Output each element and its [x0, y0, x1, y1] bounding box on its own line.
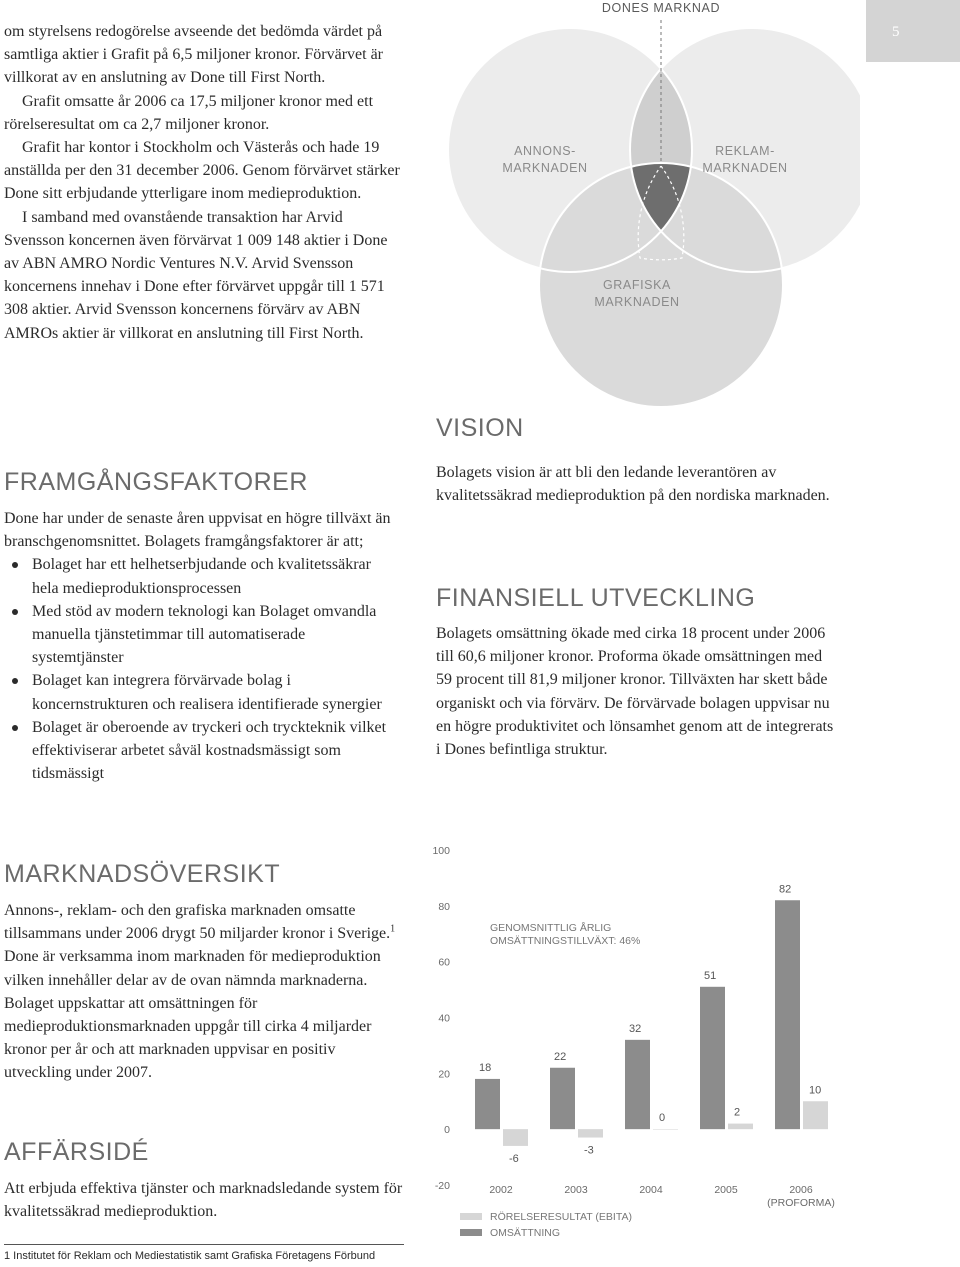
bar-ebita	[803, 1101, 828, 1129]
y-tick-label: 20	[438, 1068, 450, 1081]
bar-ebita-value: -3	[584, 1144, 594, 1157]
legend-label: OMSÄTTNING	[490, 1227, 560, 1239]
page-tab	[866, 0, 960, 62]
y-tick-label: 60	[438, 956, 450, 969]
framgang-heading: FRAMGÅNGSFAKTORER	[4, 468, 308, 496]
y-tick-label: 100	[432, 845, 450, 857]
marknad-text-b: Done är verksamma inom marknaden för medieproduktion vilken innehåller delar av de ovan nämnda marknaderna. Bolaget uppskattar att omsättningen för medieproduktionsmarknaden uppgår till cirka 4 miljarder kronor per år och att marknaden uppvisar en positiv utveckling under 2007.	[4, 948, 381, 1082]
bar-ebita-value: 0	[659, 1112, 666, 1125]
venn-diagram	[420, 0, 860, 420]
legend-label: RÖRELSERESULTAT (EBITA)	[490, 1211, 632, 1223]
bar-omsattning	[550, 1068, 575, 1129]
bar-ebita-value: 2	[734, 1106, 741, 1119]
affar-heading: AFFÄRSIDÉ	[4, 1138, 149, 1166]
marknad-text-a: Annons-, reklam- och den grafiska marknaden omsatte tillsammans under 2006 drygt 50 miljarder kronor i Sverige.	[4, 902, 391, 943]
bar-omsattning	[775, 900, 800, 1129]
page-number: 5	[892, 24, 900, 40]
bar-ebita	[503, 1129, 528, 1146]
venn-grafiska-label-1: GRAFISKA	[602, 278, 672, 292]
framgang-bullet: Bolaget är oberoende av tryckeri och tryckteknik vilket effektiviserar arbetet såväl kostnadsmässigt som tidsmässigt	[4, 716, 396, 786]
venn-top-label: DONES MARKNAD	[601, 1, 721, 15]
venn-annons-label-2: MARKNADEN	[502, 161, 588, 175]
bar-omsattning-value: 22	[554, 1050, 567, 1063]
x-tick-label: 2004	[639, 1184, 663, 1196]
bar-ebita	[578, 1129, 603, 1137]
venn-reklam-label-1: REKLAM-	[715, 144, 775, 158]
x-tick-sublabel: (PROFORMA)	[767, 1197, 835, 1209]
finansiell-text: Bolagets omsättning ökade med cirka 18 procent under 2006 till 60,6 miljoner kronor. Proforma ökade omsättningen med 59 procent till 81,9 miljoner kronor. Tillväxten har skett både organiskt och via förvärv. De förvärvade bolagen uppvisar nu en högre produktivitet och lönsamhet genom att de integrerats i Dones befintliga struktur.	[436, 625, 834, 759]
bar-omsattning	[700, 987, 725, 1129]
intro-paragraph-3: Grafit har kontor i Stockholm och Västerås och hade 19 anställda per den 31 december 2006. Genom förvärvet stärker Done sitt erbjudande ytterligare inom medieproduktion.	[4, 139, 400, 203]
intro-text	[4, 20, 404, 345]
chart-annotation-line-2: OMSÄTTNINGSTILLVÄXT: 46%	[490, 935, 641, 947]
venn-grafiska-label-2: MARKNADEN	[594, 295, 680, 309]
vision-heading: VISION	[436, 414, 524, 442]
intro-paragraph-1: om styrelsens redogörelse avseende det bedömda värdet på samtliga aktier i Grafit på 6,5 miljoner kronor. Förvärvet är villkorat av en anslutning av Done till First North.	[4, 23, 383, 87]
legend-swatch	[460, 1213, 482, 1220]
venn-annons-label-1: ANNONS-	[514, 144, 576, 158]
x-tick-label: 2003	[564, 1184, 588, 1196]
finansiell-heading: FINANSIELL UTVECKLING	[436, 584, 756, 612]
bar-omsattning	[625, 1040, 650, 1129]
bar-ebita	[728, 1124, 753, 1130]
bar-ebita	[653, 1129, 678, 1130]
framgang-bullet: Bolaget kan integrera förvärvade bolag i koncernstrukturen och realisera identifierade synergier	[4, 669, 396, 715]
revenue-chart	[420, 835, 850, 1245]
y-tick-label: 40	[438, 1012, 450, 1025]
bar-omsattning-value: 51	[704, 969, 717, 982]
x-tick-label: 2006	[789, 1184, 813, 1196]
framgang-bullet: Med stöd av modern teknologi kan Bolaget omvandla manuella tjänstetimmar till automatiserade systemtjänster	[4, 600, 396, 670]
marknad-text	[4, 899, 404, 1085]
framgang-intro: Done har under de senaste åren uppvisat en högre tillväxt än branschgenomsnittet. Bolagets framgångsfaktorer är att;	[4, 510, 391, 551]
vision-text: Bolagets vision är att bli den ledande leverantören av kvalitetssäkrad medieproduktion på den nordiska marknaden.	[436, 464, 830, 505]
marknad-footnote-ref: 1	[390, 923, 396, 935]
venn-reklam-label-2: MARKNADEN	[702, 161, 788, 175]
footnote: 1 Institutet för Reklam och Mediestatistik samt Grafiska Företagens Förbund	[4, 1250, 376, 1262]
bar-omsattning-value: 18	[479, 1061, 492, 1074]
intro-paragraph-4: I samband med ovanstående transaktion har Arvid Svensson koncernen även förvärvat 1 009 148 aktier i Done av ABN AMRO Nordic Ventures N.V. Arvid Svensson koncernens innehav i Done efter förvärvet uppgår till 1 571 308 aktier. Arvid Svensson koncernens förvärv av ABN AMROs aktier är villkorat en anslutning till First North.	[4, 208, 388, 342]
framgang-section	[4, 507, 396, 785]
marknad-heading: MARKNADSÖVERSIKT	[4, 860, 281, 888]
bar-omsattning-value: 32	[629, 1022, 642, 1035]
bar-omsattning-value: 82	[779, 883, 792, 896]
bar-ebita-value: -6	[509, 1152, 519, 1165]
y-tick-label: 80	[438, 900, 450, 913]
x-tick-label: 2005	[714, 1184, 738, 1196]
framgang-bullet-list	[4, 553, 396, 785]
bar-omsattning	[475, 1079, 500, 1129]
y-tick-label: -20	[434, 1180, 450, 1192]
bar-ebita-value: 10	[809, 1084, 822, 1097]
x-tick-label: 2002	[489, 1184, 513, 1196]
footnote-rule	[4, 1244, 404, 1245]
affar-text: Att erbjuda effektiva tjänster och marknadsledande system för kvalitetssäkrad medieproduktion.	[4, 1180, 403, 1221]
intro-paragraph-2: Grafit omsatte år 2006 ca 17,5 miljoner kronor med ett rörelseresultat om ca 2,7 miljoner kronor.	[4, 92, 374, 133]
legend-swatch	[460, 1229, 482, 1236]
chart-annotation-line-1: GENOMSNITTLIG ÅRLIG	[490, 922, 612, 934]
framgang-bullet: Bolaget har ett helhetserbjudande och kvalitetssäkrar hela medieproduktionsprocessen	[4, 553, 396, 599]
y-tick-label: 0	[444, 1124, 450, 1137]
